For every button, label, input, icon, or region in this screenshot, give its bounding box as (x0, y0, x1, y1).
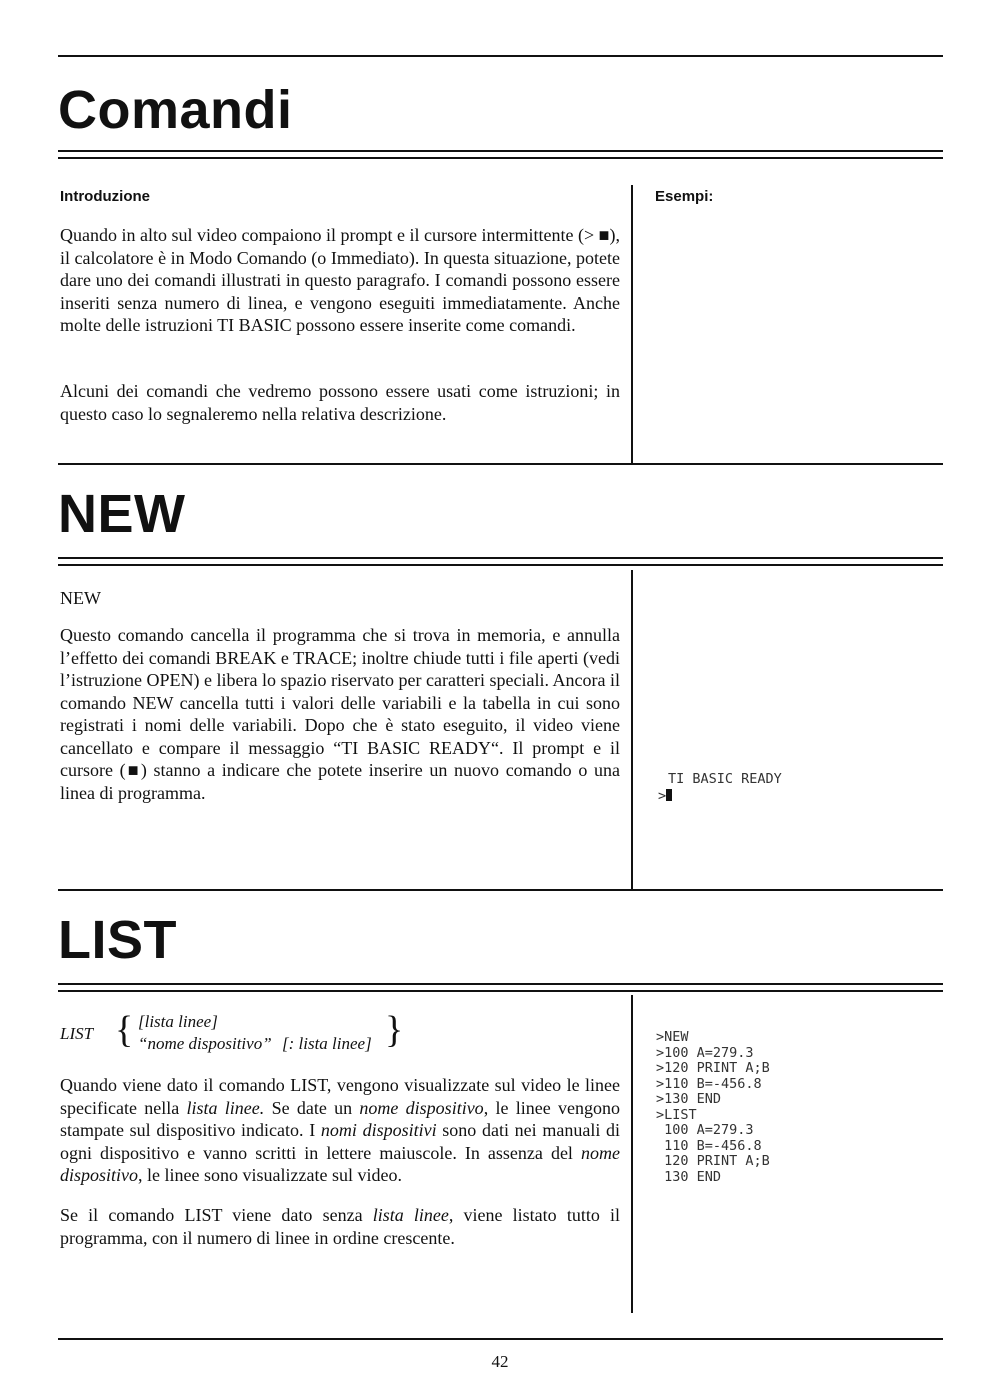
right-brace-icon: } (385, 1009, 404, 1051)
list-p1-em-1: lista linee. (186, 1097, 265, 1118)
list-paragraph-1 (60, 1074, 620, 1187)
top-rule (58, 55, 943, 57)
list-p2-em: lista linee (372, 1205, 449, 1225)
page-number: 42 (491, 1352, 509, 1371)
new-example-prompt-char: > (658, 788, 667, 804)
list-p2-text-b: , viene listato tutto il programma, con il numero di linee in ordine crescente. (60, 1205, 620, 1248)
list-p1-em-3: nomi dispositivi (320, 1120, 437, 1140)
new-description: Questo comando cancella il programma che si trova in memoria, e annulla l’effetto dei comandi BREAK e TRACE; inoltre chiude tutti i file aperti (vedi l’istruzione OPEN) e libera lo spazio riservato per caratteri speciali. Ancora il comando NEW cancella tutti i valori delle variabili e la tabella in cui sono registrati i nomi delle variabili. Dopo che è stato eseguito, il video viene cancellato e compare il messaggio “TI BASIC READY“. Il prompt e il cursore (■) stanno a indicare che potete inserire un nuovo comando o una linea di programma. (60, 625, 620, 803)
new-double-rule-top (58, 557, 943, 559)
column-divider-comandi (631, 185, 633, 465)
intro-paragraph-2: Alcuni dei comandi che vedremo possono essere usati come istruzioni; in questo caso lo segnaleremo nella relativa descrizione. (60, 381, 620, 424)
list-p1-text-d: sono dati nei manuali di ogni dispositivo e vanno scritti in lettere maiuscole. In assenza del (60, 1120, 621, 1163)
title-double-rule-bottom (58, 157, 943, 159)
column-divider-list (631, 995, 633, 1313)
list-syntax-option-2b: [: lista linee] (282, 1034, 372, 1053)
list-p1-text-b: Se date un (264, 1097, 360, 1118)
examples-label: Esempi: (655, 188, 714, 205)
list-p1-text-e: , le linee sono visualizzate sul video. (138, 1165, 402, 1185)
new-double-rule-bottom (58, 564, 943, 566)
left-brace-icon: { (115, 1009, 134, 1051)
section-title-new: NEW (58, 484, 186, 544)
list-syntax-option-2a: “nome dispositivo” (138, 1034, 272, 1053)
list-syntax (60, 1010, 420, 1060)
list-p1-text-c: , le linee vengono stampate sul dispositivo indicato. I (60, 1097, 620, 1140)
list-paragraph-2 (60, 1204, 620, 1249)
list-double-rule-top (58, 983, 943, 985)
column-divider-new (631, 570, 633, 890)
new-example-prompt (658, 789, 672, 805)
intro-paragraph-1: Quando in alto sul video compaiono il prompt e il cursore intermittente (> ■), il calcolatore è in Modo Comando (o Immediato). In questa situazione, potete dare uno dei comandi illustrati in questo paragrafo. I comandi possono essere inseriti senza numero di linea, e vengono eseguiti immediatamente. Anche molte delle istruzioni TI BASIC possono essere inserite come comandi. (60, 225, 620, 335)
section-title-comandi: Comandi (58, 80, 293, 140)
section-end-rule-new (58, 889, 943, 891)
section-title-list: LIST (58, 910, 177, 970)
section-end-rule-comandi (58, 463, 943, 465)
new-syntax: NEW (60, 588, 101, 608)
list-syntax-option-1: [lista linee] (138, 1012, 218, 1031)
list-double-rule-bottom (58, 990, 943, 992)
list-p1-em-2: nome dispositivo (359, 1097, 484, 1118)
list-example-screen: >NEW >100 A=279.3 >120 PRINT A;B >110 B=-456.8 >130 END >LIST 100 A=279.3 110 B=-456.8 120 PRINT A;B 130 END (656, 1029, 770, 1185)
new-example-ready-text: TI BASIC READY (668, 771, 782, 787)
cursor-block-icon (666, 789, 672, 801)
title-double-rule-top (58, 150, 943, 152)
list-p1-em-4: nome dispositivo (60, 1142, 620, 1185)
bottom-rule (58, 1338, 943, 1340)
list-p1-text-a: Quando viene dato il comando LIST, vengono visualizzate sul video le linee specificate nella (60, 1075, 620, 1118)
list-syntax-keyword: LIST (60, 1024, 94, 1043)
list-p2-text-a: Se il comando LIST viene dato senza (60, 1205, 373, 1225)
new-example-screen (668, 772, 782, 788)
intro-label: Introduzione (60, 188, 150, 205)
